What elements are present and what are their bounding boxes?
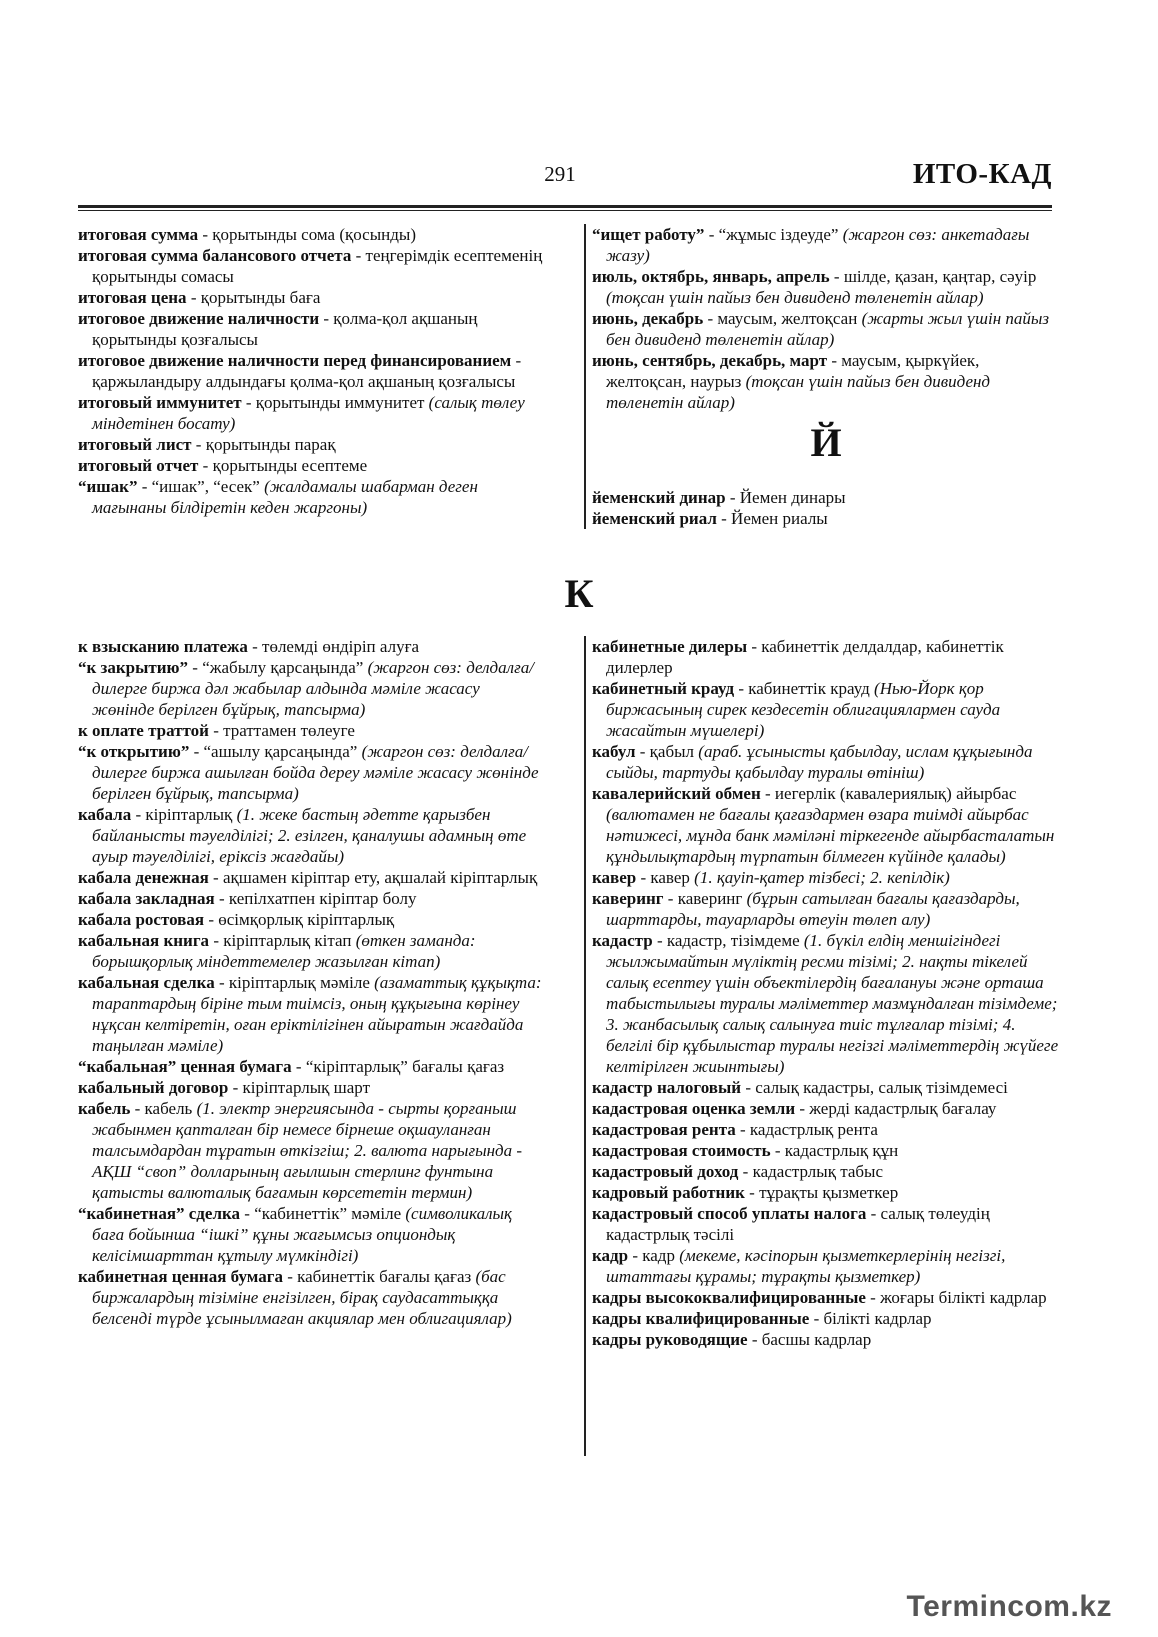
entry-translation: - кіріптарлық кітап: [209, 931, 356, 950]
entry-translation: - “кабинеттік” мәміле: [240, 1204, 406, 1223]
entry-explanation: (жаргон сөз: делдалға/дилерге биржа дәл жабылар алдында мәміле жасасу жөнінде берілген бұйрық, тапсырма): [92, 658, 534, 719]
dictionary-entry: [592, 741, 1060, 783]
entry-explanation: (символикалық баға бойынша “ішкі” құны жағымсыз опциондық келісімшарттан құтылу мүмкіндігі): [92, 1204, 512, 1265]
entry-translation: - Йемен динары: [725, 488, 846, 507]
entry-explanation: (жаргон сөз: анкетадағы жазу): [606, 225, 1030, 265]
entry-explanation: (араб. ұсынысты қабылдау, ислам құқығында сыйды, тартуды қабылдау туралы өтініш): [606, 742, 1033, 782]
entry-headword: итоговое движение наличности: [78, 309, 320, 328]
entry-headword: кабала: [78, 805, 132, 824]
entry-headword: “ищет работу”: [592, 225, 705, 244]
entry-headword: кадры квалифицированные: [592, 1309, 810, 1328]
entry-headword: каверинг: [592, 889, 664, 908]
dictionary-entry: [78, 287, 544, 308]
entry-translation: - қорытынды парақ: [191, 435, 336, 454]
entry-explanation: (жарты жыл үшін пайыз бен дивиденд төленетін айлар): [606, 309, 1050, 349]
entry-explanation: (тоқсан үшін пайыз бен дивиденд төленетін айлар): [606, 288, 984, 307]
dictionary-entry: [78, 741, 544, 804]
entry-translation: - кабель: [130, 1099, 197, 1118]
site-watermark: Termincom.kz: [906, 1590, 1112, 1623]
entry-explanation: (мекеме, кәсіпорын қызметкерлерінің негізгі, штаттағы құрамы; тұрақты қызметкер): [606, 1246, 1006, 1286]
entry-headword: кадастровый доход: [592, 1162, 739, 1181]
entry-headword: кадры высококвалифицированные: [592, 1288, 866, 1307]
entry-headword: кабул: [592, 742, 636, 761]
entry-translation: - траттамен төлеуге: [208, 721, 355, 740]
page-number: 291: [544, 162, 576, 186]
entry-headword: кабинетная ценная бумага: [78, 1267, 283, 1286]
entry-headword: итоговая сумма: [78, 225, 199, 244]
dictionary-entry: [78, 1056, 544, 1077]
dictionary-entry: [592, 1182, 1060, 1203]
entry-headword: кабель: [78, 1099, 131, 1118]
entry-translation: - қолма-қол ақшаның қорытынды қозғалысы: [92, 309, 478, 349]
entry-translation: - жоғары білікті кадрлар: [865, 1288, 1047, 1307]
dictionary-entry: [592, 1245, 1060, 1287]
dictionary-entry: [592, 1098, 1060, 1119]
dictionary-entry: [78, 392, 544, 434]
entry-translation: - кіріптарлық мәміле: [214, 973, 375, 992]
header-rule-thin: [78, 210, 1052, 211]
section-letter-y: Й: [810, 420, 842, 465]
entry-translation: - кадр: [628, 1246, 680, 1265]
dictionary-entry: [592, 487, 1060, 508]
entry-translation: - “ашылу қарсаңында”: [189, 742, 362, 761]
dictionary-entry: [592, 1119, 1060, 1140]
entry-headword: “к открытию”: [78, 742, 190, 761]
entry-explanation: (валютамен не бағалы қағаздармен өзара тиімді айырбас нәтижесі, мұнда банк мәміләні тіркегенде айырбасталатын құндылықтардың түрпатын білмеген күйінде қалады): [606, 805, 1055, 866]
dictionary-entry: [592, 678, 1060, 741]
entry-headword: кадастровый способ уплаты налога: [592, 1204, 867, 1223]
dictionary-entry: [78, 1077, 544, 1098]
entry-translation: - “жұмыс іздеуде”: [704, 225, 843, 244]
entry-headword: итоговый иммунитет: [78, 393, 242, 412]
entry-headword: кадры руководящие: [592, 1330, 748, 1349]
dictionary-entry: [78, 1266, 544, 1329]
entry-translation: - тұрақты қызметкер: [744, 1183, 899, 1202]
entry-translation: - кадастр, тізімдеме: [652, 931, 804, 950]
entry-headword: итоговый лист: [78, 435, 192, 454]
dictionary-entry: [592, 266, 1060, 308]
entry-explanation: (Нью-Йорк қор биржасының сирек кездесетін облигациялармен сауда жасайтын мүшелері): [606, 679, 1001, 740]
entry-explanation: (1. бүкіл елдің меншігіндегі жылжымайтын мүліктің ресми тізімі; 2. нақты тікелей салық есептеу үшін объектілердің бағалануы және орташа табыстылығы туралы мәліметтер мазмұндалған тізімдеме; 3. жанбасылық салық салынуға тиіс тұлғалар тізімі; 4. белгілі бір құбылыстар туралы негізгі мәліметтердің жүйеге келтірілген жиынтығы): [606, 931, 1059, 1076]
dictionary-entry: [78, 930, 544, 972]
entry-translation: - білікті кадрлар: [809, 1309, 932, 1328]
dictionary-entry: [592, 783, 1060, 867]
dictionary-entry: [592, 224, 1060, 266]
entry-headword: кабала денежная: [78, 868, 209, 887]
dictionary-entry: [78, 476, 544, 518]
entry-translation: - қорытынды иммунитет: [241, 393, 429, 412]
entry-translation: - кіріптарлық: [131, 805, 237, 824]
entry-headword: итоговая цена: [78, 288, 187, 307]
entry-explanation: (1. электр энергиясында - сырты қорғаныш жабынмен қапталған бір немесе бірнеше оқшауланған талсымдардан тұратын өткізгіш; 2. валюта нарығында - АҚШ “своп” долларының ағылшын стерлинг фунтына қатысты валюталық бағамын көрсететін термин): [92, 1099, 523, 1202]
dictionary-entry: [78, 455, 544, 476]
entry-headword: июнь, сентябрь, декабрь, март: [592, 351, 828, 370]
column-k-left: [78, 636, 544, 1329]
entry-translation: - маусым, желтоқсан: [703, 309, 862, 328]
entry-headword: июнь, декабрь: [592, 309, 704, 328]
section-iscet: [592, 224, 1060, 413]
entry-explanation: (бас биржалардың тізіміне енгізілген, бірақ саудасаттыққа белсенді түрде ұсынылмаған акциялар мен облигациялар): [92, 1267, 512, 1328]
entry-headword: итоговая сумма балансового отчета: [78, 246, 352, 265]
entry-translation: - маусым, қыркүйек, желтоқсан, наурыз: [606, 351, 980, 391]
entry-translation: - төлемді өндіріп алуға: [247, 637, 420, 656]
entry-translation: - салық кадастры, салық тізімдемесі: [741, 1078, 1008, 1097]
entry-headword: кадастр налоговый: [592, 1078, 742, 1097]
entry-translation: - қабыл: [635, 742, 699, 761]
entry-explanation: (өткен заманда: борышқорлық міндеттемелер жазылған кітап): [92, 931, 476, 971]
entry-translation: - басшы кадрлар: [747, 1330, 872, 1349]
entry-headword: кадастровая рента: [592, 1120, 736, 1139]
entry-headword: июль, октябрь, январь, апрель: [592, 267, 830, 286]
dictionary-entry: [78, 308, 544, 350]
dictionary-entry: [78, 1098, 544, 1203]
entry-translation: - қаржыландыру алдындағы қолма-қол ақшаның қозғалысы: [92, 351, 522, 391]
dictionary-entry: [78, 804, 544, 867]
entry-translation: - кадастрлық табыс: [738, 1162, 883, 1181]
entry-headword: йеменский динар: [592, 488, 726, 507]
entry-translation: - кабинеттік бағалы қағаз: [282, 1267, 476, 1286]
dictionary-entry: [592, 1308, 1060, 1329]
entry-headword: кавер: [592, 868, 637, 887]
entry-explanation: (салық төлеу міндетінен босату): [92, 393, 525, 433]
dictionary-entry: [592, 350, 1060, 413]
entry-headword: кадастровая стоимость: [592, 1141, 771, 1160]
entry-translation: - қорытынды баға: [186, 288, 321, 307]
dictionary-entry: [592, 930, 1060, 1077]
entry-explanation: (тоқсан үшін пайыз бен дивиденд төленетін айлар): [606, 372, 991, 412]
dictionary-entry: [592, 1077, 1060, 1098]
dictionary-entry: [78, 434, 544, 455]
dictionary-entry: [592, 1161, 1060, 1182]
entry-headword: итоговое движение наличности перед финансированием: [78, 351, 512, 370]
entry-translation: - Йемен риалы: [716, 509, 828, 528]
dictionary-entry: [78, 909, 544, 930]
entry-explanation: (азаматтық құқықта: тараптардың біріне тым тиімсіз, оның құқығына көрінеу нұқсан келтіретін, оған еріктілігінен айыратын жағдайда таңылған мәміле): [92, 973, 542, 1055]
dictionary-entry: [78, 350, 544, 392]
entry-translation: - жерді кадастрлық бағалау: [795, 1099, 997, 1118]
dictionary-entry: [78, 245, 544, 287]
entry-translation: - кабинеттік крауд: [734, 679, 875, 698]
entry-explanation: (1. қауіп-қатер тізбесі; 2. кепілдік): [694, 868, 950, 887]
entry-headword: кадастровая оценка земли: [592, 1099, 796, 1118]
section-letter-k: К: [564, 571, 594, 616]
entry-headword: к оплате траттой: [78, 721, 209, 740]
entry-translation: - ақшамен кіріптар ету, ақшалай кіріптарлық: [208, 868, 538, 887]
section-yemen: [592, 487, 1060, 529]
header-rule-thick: [78, 205, 1052, 208]
entry-translation: - кадастрлық құн: [770, 1141, 899, 1160]
entry-headword: “ишак”: [78, 477, 138, 496]
dictionary-entry: [592, 1329, 1060, 1350]
entry-translation: - иегерлік (кавалериялық) айырбас: [760, 784, 1017, 803]
entry-headword: кабинетные дилеры: [592, 637, 748, 656]
dictionary-entry: [78, 224, 544, 245]
entry-headword: кабала ростовая: [78, 910, 205, 929]
entry-translation: - каверинг: [663, 889, 747, 908]
dictionary-entry: [592, 308, 1060, 350]
entry-translation: - кадастрлық рента: [735, 1120, 878, 1139]
running-head: ИТО-КАД: [912, 158, 1052, 190]
dictionary-entry: [78, 972, 544, 1056]
entry-translation: - өсімқорлық кіріптарлық: [204, 910, 395, 929]
dictionary-entry: [592, 636, 1060, 678]
dictionary-entry: [592, 1287, 1060, 1308]
entry-headword: кадр: [592, 1246, 629, 1265]
entry-translation: - қорытынды есептеме: [198, 456, 368, 475]
dictionary-entry: [78, 720, 544, 741]
entry-translation: - теңгерімдік есептеменің қорытынды сомасы: [92, 246, 543, 286]
entry-translation: - “жабылу қарсаңында”: [188, 658, 368, 677]
entry-headword: кавалерийский обмен: [592, 784, 761, 803]
entry-headword: кадастр: [592, 931, 653, 950]
entry-explanation: (1. жеке бастың әдетте қарызбен байланысты тәуелділігі; 2. езілген, қаналушы адамның өте ауыр тәуелділігі, еріксіз жағдайы): [92, 805, 527, 866]
entry-headword: “кабинетная” сделка: [78, 1204, 241, 1223]
entry-explanation: (бұрын сатылған бағалы қағаздарды, шарттарды, тауарларды өтеуін төлеп алу): [606, 889, 1020, 929]
column-iscet-yemen: [584, 224, 1060, 529]
entry-headword: кабальная книга: [78, 931, 210, 950]
dictionary-entry: [78, 867, 544, 888]
entry-headword: кабинетный крауд: [592, 679, 735, 698]
dictionary-entry: [592, 867, 1060, 888]
entry-explanation: (жалдамалы шабарман деген мағынаны білдіретін кеден жаргоны): [92, 477, 478, 517]
dictionary-entry: [78, 1203, 544, 1266]
entry-headword: “к закрытию”: [78, 658, 189, 677]
entry-translation: - салық төлеудің кадастрлық тәсілі: [606, 1204, 990, 1244]
entry-translation: - кепілхатпен кіріптар болу: [214, 889, 417, 908]
entry-translation: - шілде, қазан, қаңтар, сәуір: [829, 267, 1037, 286]
entry-headword: “кабальная” ценная бумага: [78, 1057, 292, 1076]
column-k-right: [584, 636, 1060, 1456]
dictionary-entry: [78, 888, 544, 909]
entry-translation: - кіріптарлық шарт: [228, 1078, 371, 1097]
entry-translation: - кавер: [636, 868, 695, 887]
dictionary-entry: [592, 508, 1060, 529]
entry-translation: - “ишак”, “есек”: [137, 477, 265, 496]
entry-translation: - кабинеттік делдалдар, кабинеттік дилерлер: [606, 637, 1004, 677]
dictionary-entry: [592, 1140, 1060, 1161]
dictionary-entry: [78, 657, 544, 720]
column-itogo: [78, 224, 544, 518]
dictionary-entry: [592, 1203, 1060, 1245]
entry-headword: кадровый работник: [592, 1183, 745, 1202]
entry-headword: йеменский риал: [592, 509, 717, 528]
entry-headword: кабала закладная: [78, 889, 215, 908]
dictionary-entry: [592, 888, 1060, 930]
entry-headword: кабальный договор: [78, 1078, 229, 1097]
entry-headword: итоговый отчет: [78, 456, 199, 475]
entry-headword: к взысканию платежа: [78, 637, 248, 656]
entry-translation: - қорытынды сома (қосынды): [198, 225, 416, 244]
entry-translation: - “кіріптарлық” бағалы қағаз: [291, 1057, 505, 1076]
entry-headword: кабальная сделка: [78, 973, 215, 992]
entry-explanation: (жаргон сөз: делдалға/дилерге биржа ашылған бойда дереу мәміле жасасу жөнінде берілген бұйрық, тапсырма): [92, 742, 539, 803]
dictionary-entry: [78, 636, 544, 657]
